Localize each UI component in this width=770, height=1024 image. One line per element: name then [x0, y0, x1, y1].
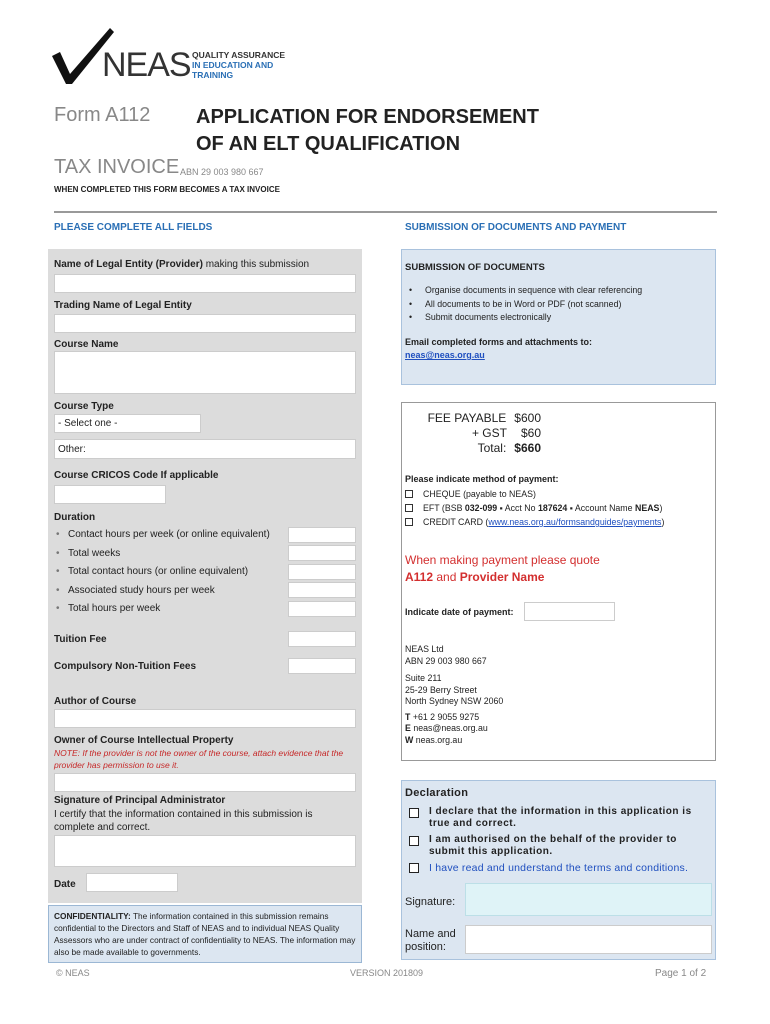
eft-account-number: 187624	[537, 503, 568, 513]
declaration-signature-label: Signature:	[405, 896, 456, 908]
eft-account-name: NEAS	[634, 503, 660, 513]
confidentiality-heading: CONFIDENTIALITY:	[54, 911, 131, 921]
total-label: Total:	[477, 441, 507, 455]
certify-text: I certify that the information contained in this submission is complete and correct.	[54, 809, 313, 833]
payment-methods	[405, 487, 715, 529]
title-line-2: OF AN ELT QUALIFICATION	[196, 133, 461, 155]
cricos-label: Course CRICOS Code If applicable	[54, 470, 219, 481]
signature-admin-label: Signature of Principal Administrator	[54, 795, 226, 806]
footer-page-number: Page 1 of 2	[655, 968, 707, 979]
total-amount: $660	[514, 441, 541, 455]
course-name-label: Course Name	[54, 339, 119, 350]
legal-entity-label-rest: making this submission	[202, 259, 310, 270]
logo-tagline	[192, 50, 285, 80]
declare-true-checkbox[interactable]	[409, 808, 419, 818]
course-type-label: Course Type	[54, 401, 114, 412]
declaration-signature-input[interactable]	[465, 883, 712, 916]
cheque-checkbox[interactable]	[405, 490, 413, 498]
form-number: Form A112	[54, 104, 151, 126]
confidentiality-note	[48, 905, 362, 963]
logo-tag-line-3: TRAINING	[192, 70, 234, 80]
eft-bsb: 032-099	[464, 503, 498, 513]
terms-checkbox[interactable]	[409, 863, 419, 873]
name-position-input[interactable]	[465, 925, 712, 954]
total-weeks-input[interactable]	[288, 545, 356, 561]
trading-name-input[interactable]	[54, 314, 356, 333]
legal-entity-label-bold: Name of Legal Entity (Provider)	[54, 259, 203, 270]
trading-name-label: Trading Name of Legal Entity	[54, 300, 192, 311]
tuition-fee-input[interactable]	[288, 631, 356, 647]
duration-label: Duration	[54, 512, 96, 523]
eft-text: EFT (BSB	[423, 503, 465, 513]
total-hours-input[interactable]	[288, 601, 356, 617]
other-label: Other:	[58, 444, 86, 455]
submission-title: SUBMISSION OF DOCUMENTS	[405, 262, 545, 273]
authorised-checkbox[interactable]	[409, 836, 419, 846]
page-title	[196, 104, 539, 158]
course-type-select[interactable]	[54, 414, 201, 433]
address-line: ABN 29 003 980 667	[405, 655, 487, 666]
footer-copyright: © NEAS	[56, 968, 90, 978]
date-input[interactable]	[86, 873, 178, 892]
payment-date-label: Indicate date of payment:	[405, 607, 514, 617]
non-tuition-fees-label: Compulsory Non-Tuition Fees	[54, 661, 197, 672]
tax-invoice-label: TAX INVOICE	[54, 156, 180, 178]
email-link[interactable]: neas@neas.org.au	[405, 350, 485, 360]
authorised-text: I am authorised on the behalf of the provider to submit this application.	[429, 834, 677, 857]
declaration-title: Declaration	[405, 787, 469, 799]
payments-link[interactable]: www.neas.org.au/formsandguides/payments	[488, 517, 662, 527]
web-prefix: W	[405, 734, 414, 745]
card-checkbox[interactable]	[405, 518, 413, 526]
confidentiality-text: The information contained in this submission remains confidential to the Directors and Staff of NEAS and to individual NEAS Quality Assessors who are under contract of confidentiality to NEAS. The information may also be made available to governments.	[54, 911, 356, 957]
address-line: North Sydney NSW 2060	[405, 696, 504, 706]
course-type-select-value: - Select one -	[58, 418, 118, 429]
payment-card[interactable]	[405, 515, 715, 529]
logo-tag-line-2: IN EDUCATION AND	[192, 60, 274, 70]
duration-item: • Total hours per week	[54, 600, 286, 619]
right-section-heading: SUBMISSION OF DOCUMENTS AND PAYMENT	[405, 222, 627, 233]
submission-item: • All documents to be in Word or PDF (not scanned)	[405, 298, 705, 312]
signature-admin-input[interactable]	[54, 835, 356, 867]
declare-true-text: I declare that the information in this application is true and correct.	[429, 806, 692, 829]
cricos-input[interactable]	[54, 485, 166, 504]
fee-label: FEE PAYABLE	[427, 411, 507, 425]
duration-item: • Total contact hours (or online equivalent)	[54, 563, 286, 582]
gst-label: + GST	[471, 426, 507, 440]
owner-note: NOTE: If the provider is not the owner of the course, attach evidence that the provider has permission to use it.	[54, 748, 344, 770]
name-position-label: Name and position:	[405, 928, 456, 953]
payment-date-input[interactable]	[524, 602, 615, 621]
legal-entity-input[interactable]	[54, 274, 356, 293]
phone-prefix: T	[405, 711, 411, 722]
address-line: Suite 211	[405, 673, 442, 683]
legal-entity-label	[54, 259, 309, 270]
quote-and: and	[433, 570, 460, 584]
divider	[54, 211, 717, 213]
left-section-heading: PLEASE COMPLETE ALL FIELDS	[54, 222, 213, 233]
tuition-fee-label: Tuition Fee	[54, 634, 107, 645]
date-label: Date	[54, 879, 76, 890]
contact-email: neas@neas.org.au	[410, 723, 488, 733]
abn-label: ABN 29 003 980 667	[180, 167, 264, 177]
eft-text: ▪ Account Name	[567, 503, 635, 513]
payment-eft[interactable]	[405, 501, 715, 515]
author-label: Author of Course	[54, 696, 137, 707]
address-line: 25-29 Berry Street	[405, 684, 477, 695]
contact-hours-input[interactable]	[288, 527, 356, 543]
eft-text: ▪ Acct No	[497, 503, 538, 513]
eft-text: )	[659, 503, 663, 513]
non-tuition-fees-input[interactable]	[288, 658, 356, 674]
neas-address	[405, 644, 503, 746]
phone-number: +61 2 9055 9275	[410, 711, 480, 722]
payment-method-label: Please indicate method of payment:	[405, 474, 559, 484]
course-type-other-input[interactable]	[54, 439, 356, 459]
owner-label: Owner of Course Intellectual Property	[54, 735, 234, 746]
email-instruction: Email completed forms and attachments to:	[405, 337, 593, 347]
course-name-input[interactable]	[54, 351, 356, 394]
website: neas.org.au	[413, 734, 463, 745]
submission-list	[405, 284, 705, 325]
duration-item: • Contact hours per week (or online equivalent)	[54, 526, 286, 545]
owner-input[interactable]	[54, 773, 356, 792]
terms-text: I have read and understand the terms and conditions.	[429, 862, 689, 874]
card-text: CREDIT CARD (	[423, 517, 489, 527]
footer-version: VERSION 201809	[350, 968, 424, 978]
cheque-label: CHEQUE (payable to NEAS)	[423, 489, 536, 499]
quote-form-code: A112	[405, 570, 434, 584]
author-input[interactable]	[54, 709, 356, 728]
title-line-1: APPLICATION FOR ENDORSEMENT	[196, 106, 539, 128]
submission-item: • Organise documents in sequence with clear referencing	[405, 284, 705, 298]
duration-item: • Total weeks	[54, 545, 286, 564]
fee-amount: $600	[514, 411, 541, 425]
fee-table	[411, 411, 541, 456]
logo-text: NEAS	[102, 46, 191, 84]
duration-item: • Associated study hours per week	[54, 582, 286, 601]
quote-instruction	[405, 552, 600, 586]
eft-checkbox[interactable]	[405, 504, 413, 512]
total-contact-hours-input[interactable]	[288, 564, 356, 580]
duration-list	[54, 526, 286, 619]
study-hours-input[interactable]	[288, 582, 356, 598]
email-prefix: E	[405, 723, 411, 733]
quote-provider-name: Provider Name	[459, 570, 545, 584]
card-text: )	[661, 517, 665, 527]
payment-cheque[interactable]	[405, 487, 715, 501]
address-line: NEAS Ltd	[405, 644, 444, 654]
submission-item: • Submit documents electronically	[405, 311, 705, 325]
quote-line-1: When making payment please quote	[405, 553, 600, 567]
gst-amount: $60	[520, 426, 541, 440]
logo-tag-line-1: QUALITY ASSURANCE	[192, 50, 286, 60]
when-completed-note: WHEN COMPLETED THIS FORM BECOMES A TAX INVOICE	[54, 185, 280, 194]
